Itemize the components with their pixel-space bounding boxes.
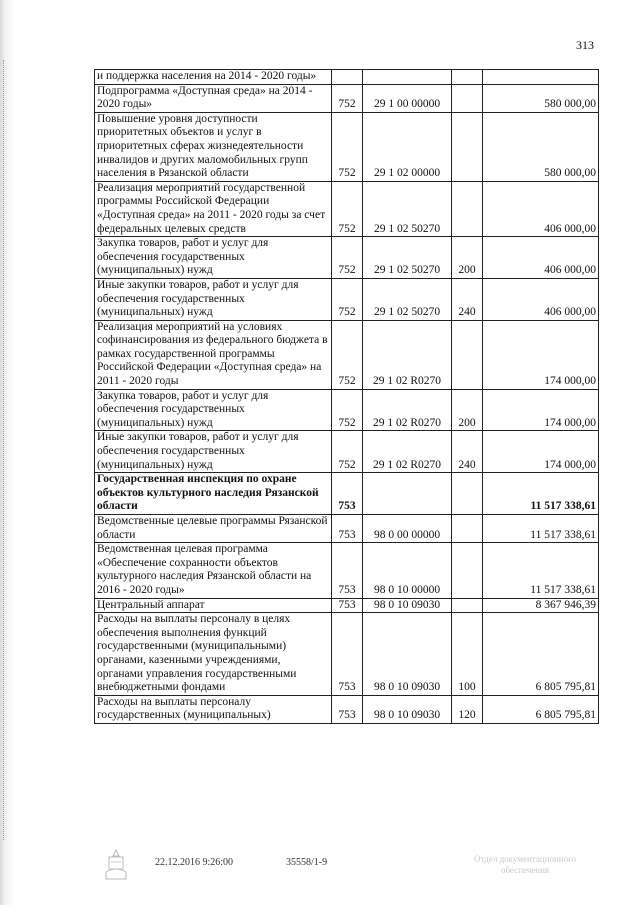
row-expense-type: 240 (452, 431, 483, 473)
row-expense-type (452, 515, 483, 543)
table-row (95, 543, 599, 598)
row-name: Подпрограмма «Доступная среда» на 2014 - 2020 годы» (95, 84, 332, 112)
row-target-article: 29 1 02 R0270 (363, 320, 452, 389)
budget-table-body (95, 70, 599, 724)
row-amount: 174 000,00 (483, 389, 599, 431)
row-department-code: 753 (332, 613, 363, 696)
row-amount: 11 517 338,61 (483, 543, 599, 598)
row-department-code: 753 (332, 473, 363, 515)
row-target-article: 29 1 00 00000 (363, 84, 452, 112)
row-target-article: 98 0 10 09030 (363, 695, 452, 723)
row-department-code: 753 (332, 515, 363, 543)
row-department-code: 752 (332, 112, 363, 181)
row-expense-type: 120 (452, 695, 483, 723)
row-amount: 174 000,00 (483, 431, 599, 473)
row-name: Закупка товаров, работ и услуг для обеспечения государственных (муниципальных) нужд (95, 389, 332, 431)
table-row (95, 278, 599, 320)
row-target-article: 98 0 00 00000 (363, 515, 452, 543)
table-row (95, 598, 599, 613)
row-expense-type (452, 181, 483, 236)
row-target-article: 29 1 02 R0270 (363, 431, 452, 473)
row-department-code: 752 (332, 237, 363, 279)
row-name: Ведомственные целевые программы Рязанской области (95, 515, 332, 543)
row-target-article: 29 1 02 50270 (363, 237, 452, 279)
row-amount: 406 000,00 (483, 237, 599, 279)
row-department-code: 753 (332, 598, 363, 613)
row-department-code: 752 (332, 389, 363, 431)
row-amount: 406 000,00 (483, 278, 599, 320)
row-expense-type (452, 112, 483, 181)
row-target-article: 29 1 02 50270 (363, 181, 452, 236)
row-department-code: 752 (332, 431, 363, 473)
page-number: 313 (576, 38, 594, 52)
row-target-article: 98 0 10 00000 (363, 543, 452, 598)
budget-table (94, 69, 599, 724)
table-row (95, 320, 599, 389)
row-name: Расходы на выплаты персоналу в целях обеспечения выполнения функций государственными (муниципальными) органами, казенными учреждениями, органами управления государственными внебюджетными фондами (95, 613, 332, 696)
row-department-code: 752 (332, 320, 363, 389)
table-row (95, 515, 599, 543)
row-department-code: 753 (332, 695, 363, 723)
row-amount: 6 805 795,81 (483, 613, 599, 696)
row-name: Государственная инспекция по охране объектов культурного наследия Рязанской области (95, 473, 332, 515)
row-expense-type (452, 84, 483, 112)
scan-edge (0, 0, 14, 905)
table-row (95, 70, 599, 85)
row-name: Ведомственная целевая программа «Обеспечение сохранности объектов культурного наследия Рязанской области на 2016 - 2020 годы» (95, 543, 332, 598)
row-expense-type (452, 543, 483, 598)
table-row (95, 237, 599, 279)
row-amount: 580 000,00 (483, 84, 599, 112)
row-expense-type: 200 (452, 389, 483, 431)
row-target-article: 29 1 02 00000 (363, 112, 452, 181)
row-name: Реализация мероприятий на условиях софинансирования из федерального бюджета в рамках государственной программы Российской Федерации «Доступная среда» на 2011 - 2020 годы (95, 320, 332, 389)
row-amount: 580 000,00 (483, 112, 599, 181)
row-amount: 406 000,00 (483, 181, 599, 236)
row-name: Центральный аппарат (95, 598, 332, 613)
row-name: Повышение уровня доступности приоритетных объектов и услуг в приоритетных сферах жизнедеятельности инвалидов и других маломобильных групп населения в Рязанской области (95, 112, 332, 181)
row-name: Расходы на выплаты персоналу государственных (муниципальных) (95, 695, 332, 723)
row-expense-type (452, 598, 483, 613)
table-row (95, 613, 599, 696)
row-amount: 6 805 795,81 (483, 695, 599, 723)
table-row (95, 181, 599, 236)
row-expense-type: 200 (452, 237, 483, 279)
registry-stamp-icon (103, 848, 129, 882)
row-department-code: 753 (332, 543, 363, 598)
row-target-article: 29 1 02 50270 (363, 278, 452, 320)
row-expense-type (452, 473, 483, 515)
row-amount: 8 367 946,39 (483, 598, 599, 613)
row-amount: 11 517 338,61 (483, 473, 599, 515)
row-department-code (332, 70, 363, 85)
footer-doc-code: 35558/1-9 (286, 857, 328, 868)
row-department-code: 752 (332, 278, 363, 320)
row-target-article: 98 0 10 09030 (363, 598, 452, 613)
row-amount (483, 70, 599, 85)
row-expense-type (452, 70, 483, 85)
row-name: и поддержка населения на 2014 - 2020 годы» (95, 70, 332, 85)
row-target-article (363, 473, 452, 515)
footer-date: 22.12.2016 9:26:00 (155, 857, 234, 868)
row-target-article: 29 1 02 R0270 (363, 389, 452, 431)
watermark-line-1: Отдел документационного (473, 854, 577, 864)
table-row (95, 473, 599, 515)
row-department-code: 752 (332, 84, 363, 112)
footer-watermark (445, 854, 605, 876)
row-expense-type (452, 320, 483, 389)
row-name: Иные закупки товаров, работ и услуг для обеспечения государственных (муниципальных) нужд (95, 278, 332, 320)
table-row (95, 695, 599, 723)
row-amount: 174 000,00 (483, 320, 599, 389)
table-row (95, 84, 599, 112)
watermark-line-2: обеспечения (500, 865, 550, 875)
table-row (95, 112, 599, 181)
row-name: Закупка товаров, работ и услуг для обеспечения государственных (муниципальных) нужд (95, 237, 332, 279)
row-expense-type: 100 (452, 613, 483, 696)
table-row (95, 431, 599, 473)
row-amount: 11 517 338,61 (483, 515, 599, 543)
row-name: Реализация мероприятий государственной программы Российской Федерации «Доступная среда» на 2011 - 2020 годы за счет федеральных целевых средств (95, 181, 332, 236)
row-target-article (363, 70, 452, 85)
row-target-article: 98 0 10 09030 (363, 613, 452, 696)
table-row (95, 389, 599, 431)
row-department-code: 752 (332, 181, 363, 236)
row-name: Иные закупки товаров, работ и услуг для обеспечения государственных (муниципальных) нужд (95, 431, 332, 473)
row-expense-type: 240 (452, 278, 483, 320)
